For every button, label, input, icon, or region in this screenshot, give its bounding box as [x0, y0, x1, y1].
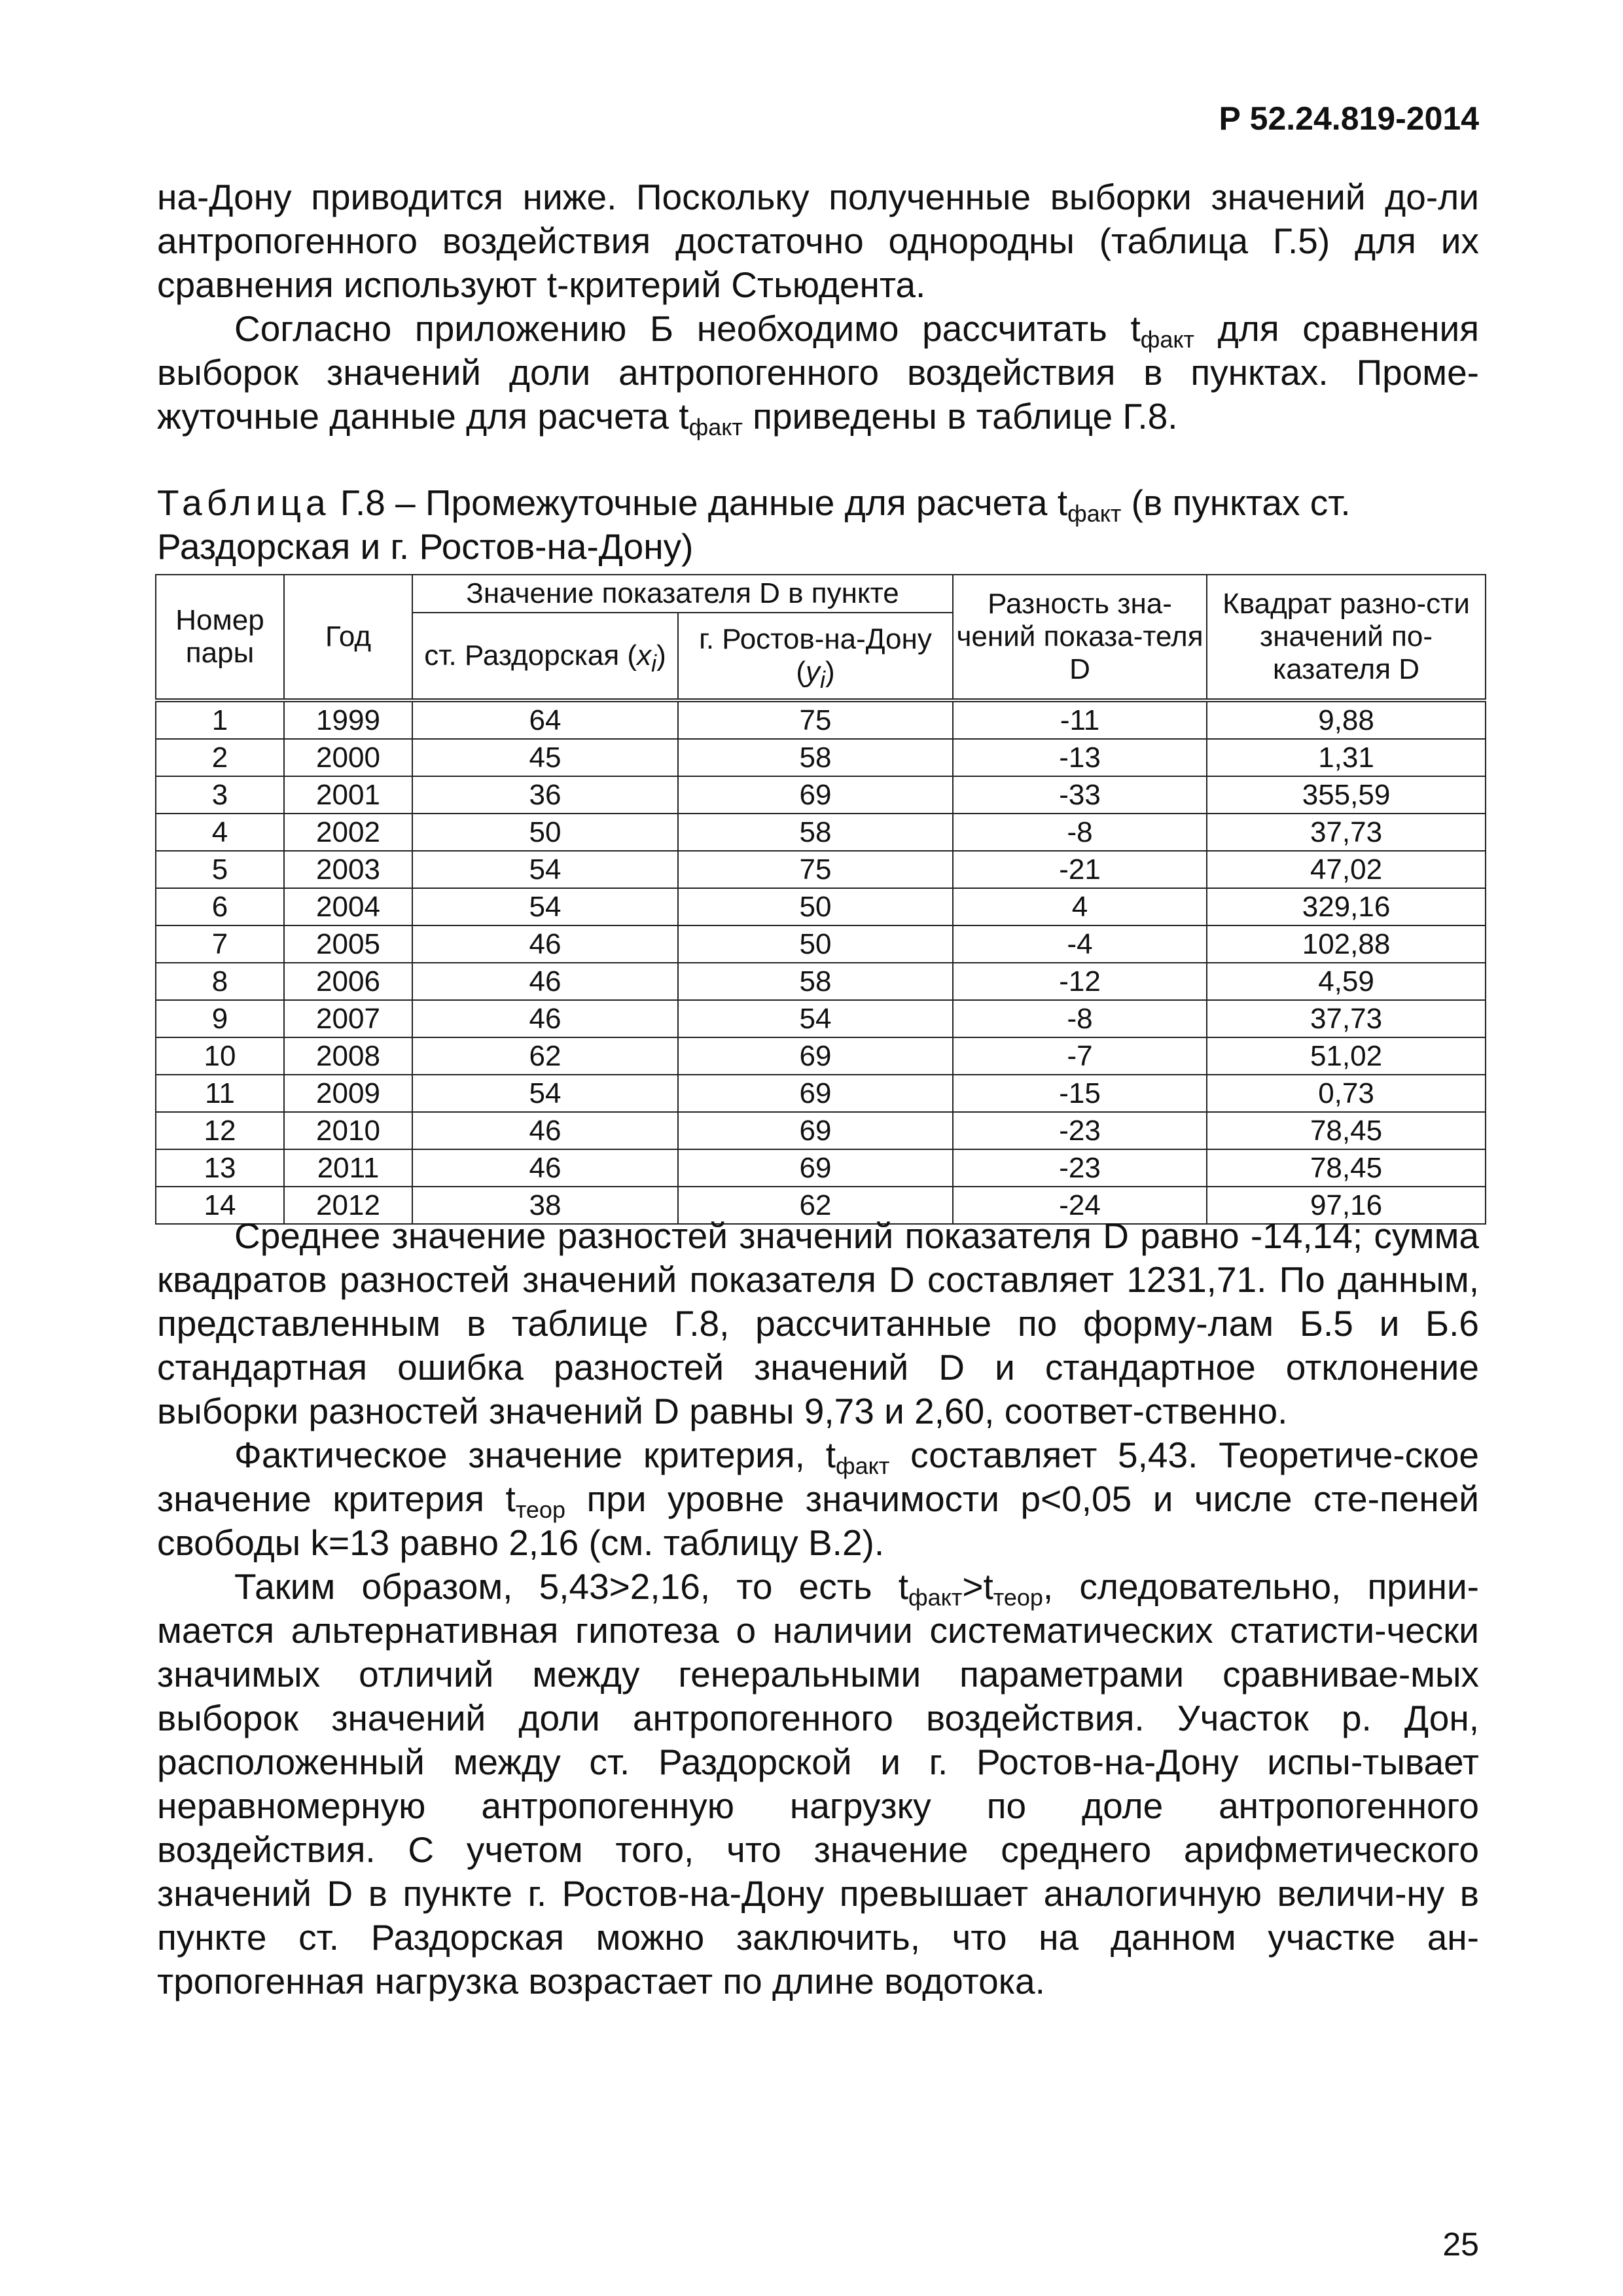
cell-year: 2004: [284, 888, 412, 925]
cell-difference: 4: [953, 888, 1207, 925]
cell-pair-number: 11: [156, 1075, 284, 1112]
table-row: [156, 739, 1486, 776]
cell-razdorskaya: 46: [412, 1149, 678, 1187]
cell-rostov: 69: [678, 1112, 953, 1149]
cell-squared-difference: 4,59: [1207, 963, 1486, 1000]
table-row: [156, 888, 1486, 925]
cell-squared-difference: 102,88: [1207, 925, 1486, 963]
cell-year: 2001: [284, 776, 412, 814]
cell-squared-difference: 78,45: [1207, 1149, 1486, 1187]
cell-difference: -24: [953, 1187, 1207, 1224]
cell-pair-number: 8: [156, 963, 284, 1000]
cell-squared-difference: 47,02: [1207, 851, 1486, 888]
cell-razdorskaya: 54: [412, 888, 678, 925]
cell-squared-difference: 0,73: [1207, 1075, 1486, 1112]
header-year: Год: [284, 575, 412, 700]
table-row: [156, 1112, 1486, 1149]
cell-rostov: 75: [678, 700, 953, 739]
cell-rostov: 69: [678, 776, 953, 814]
cell-razdorskaya: 46: [412, 925, 678, 963]
cell-year: 2003: [284, 851, 412, 888]
header-pair-number: Номер пары: [156, 575, 284, 700]
cell-squared-difference: 78,45: [1207, 1112, 1486, 1149]
cell-squared-difference: 97,16: [1207, 1187, 1486, 1224]
cell-razdorskaya: 45: [412, 739, 678, 776]
table-row: [156, 776, 1486, 814]
document-code: Р 52.24.819-2014: [1219, 100, 1479, 137]
cell-razdorskaya: 36: [412, 776, 678, 814]
cell-razdorskaya: 46: [412, 963, 678, 1000]
cell-year: 2006: [284, 963, 412, 1000]
cell-pair-number: 12: [156, 1112, 284, 1149]
cell-squared-difference: 355,59: [1207, 776, 1486, 814]
cell-year: 2009: [284, 1075, 412, 1112]
cell-difference: -23: [953, 1112, 1207, 1149]
intro-paragraph-2: Согласно приложению Б необходимо рассчитать $t_{факт}$ для сравнения выборок значений доли антропогенного воздействия в пунктах. Проме-жуточные данные для расчета $t_{факт}$ приведены в таблице Г.8.: [157, 308, 1479, 440]
cell-year: 2007: [284, 1000, 412, 1037]
cell-razdorskaya: 54: [412, 851, 678, 888]
cell-pair-number: 1: [156, 700, 284, 739]
cell-pair-number: 10: [156, 1037, 284, 1075]
cell-razdorskaya: 50: [412, 814, 678, 851]
table-row: [156, 963, 1486, 1000]
cell-difference: -7: [953, 1037, 1207, 1075]
header-value-group: Значение показателя D в пункте: [412, 575, 953, 613]
cell-pair-number: 3: [156, 776, 284, 814]
data-table-container: [155, 574, 1485, 1225]
cell-rostov: 50: [678, 888, 953, 925]
table-row: [156, 700, 1486, 739]
cell-pair-number: 13: [156, 1149, 284, 1187]
cell-pair-number: 4: [156, 814, 284, 851]
page-number: 25: [1442, 2226, 1479, 2263]
table-row: [156, 851, 1486, 888]
cell-squared-difference: 1,31: [1207, 739, 1486, 776]
cell-rostov: 69: [678, 1037, 953, 1075]
cell-difference: -4: [953, 925, 1207, 963]
cell-rostov: 62: [678, 1187, 953, 1224]
table-row: [156, 1037, 1486, 1075]
cell-pair-number: 9: [156, 1000, 284, 1037]
cell-pair-number: 5: [156, 851, 284, 888]
cell-rostov: 58: [678, 814, 953, 851]
table-row: [156, 814, 1486, 851]
cell-razdorskaya: 38: [412, 1187, 678, 1224]
header-squared-difference: Квадрат разно-сти значений по-казателя D: [1207, 575, 1486, 700]
conclusion-text: [157, 1214, 1479, 2003]
cell-rostov: 69: [678, 1075, 953, 1112]
cell-difference: -23: [953, 1149, 1207, 1187]
cell-rostov: 58: [678, 739, 953, 776]
cell-year: 2008: [284, 1037, 412, 1075]
cell-year: 2012: [284, 1187, 412, 1224]
intro-paragraph-1: на-Дону приводится ниже. Поскольку полученные выборки значений до-ли антропогенного воздействия достаточно однородны (таблица Г.5) для их сравнения используют t-критерий Стьюдента.: [157, 177, 1479, 305]
cell-rostov: 58: [678, 963, 953, 1000]
cell-difference: -8: [953, 1000, 1207, 1037]
cell-difference: -13: [953, 739, 1207, 776]
cell-difference: -8: [953, 814, 1207, 851]
cell-razdorskaya: 62: [412, 1037, 678, 1075]
cell-difference: -12: [953, 963, 1207, 1000]
table-caption: Таблица Г.8 – Промежуточные данные для расчета $t_{факт}$ (в пунктах ст. Раздорская и г. Ростов-на-Дону): [157, 482, 1351, 567]
intro-text: [157, 175, 1479, 439]
conclusion-paragraph-2: Фактическое значение критерия, $t_{факт}$ составляет 5,43. Теоретиче-ское значение критерия $t_{теор}$ при уровне значимости p<0,05 и числе сте-пеней свободы k=13 равно 2,16 (см. таблицу В.2).: [157, 1435, 1480, 1563]
cell-razdorskaya: 46: [412, 1112, 678, 1149]
cell-difference: -21: [953, 851, 1207, 888]
cell-difference: -15: [953, 1075, 1207, 1112]
cell-razdorskaya: 64: [412, 700, 678, 739]
table-row: [156, 1000, 1486, 1037]
header-difference: Разность зна-чений показа-теля D: [953, 575, 1207, 700]
header-rostov: г. Ростов-на-Дону $(y_i)$: [678, 613, 953, 700]
header-razdorskaya: ст. Раздорская $(x_i)$: [412, 613, 678, 700]
cell-pair-number: 14: [156, 1187, 284, 1224]
cell-year: 2005: [284, 925, 412, 963]
cell-year: 2000: [284, 739, 412, 776]
cell-year: 2011: [284, 1149, 412, 1187]
cell-rostov: 69: [678, 1149, 953, 1187]
cell-pair-number: 2: [156, 739, 284, 776]
cell-year: 2002: [284, 814, 412, 851]
cell-difference: -11: [953, 700, 1207, 739]
table-row: [156, 1075, 1486, 1112]
table-row: [156, 1149, 1486, 1187]
cell-squared-difference: 51,02: [1207, 1037, 1486, 1075]
conclusion-paragraph-1: Среднее значение разностей значений показателя D равно -14,14; сумма квадратов разностей значений показателя D составляет 1231,71. По данным, представленным в таблице Г.8, рассчитанные по форму-лам Б.5 и Б.6 стандартная ошибка разностей значений D и стандартное отклонение выборки разностей значений D равны 9,73 и 2,60, соответ-ственно.: [157, 1215, 1479, 1431]
cell-squared-difference: 37,73: [1207, 1000, 1486, 1037]
cell-rostov: 50: [678, 925, 953, 963]
cell-squared-difference: 329,16: [1207, 888, 1486, 925]
data-table: [155, 574, 1486, 1225]
table-body: [156, 700, 1486, 1224]
cell-rostov: 75: [678, 851, 953, 888]
cell-pair-number: 7: [156, 925, 284, 963]
cell-squared-difference: 9,88: [1207, 700, 1486, 739]
conclusion-paragraph-3: Таким образом, 5,43>2,16, то есть $t_{факт}>t_{теор}$, следовательно, прини-мается альтернативная гипотеза о наличии систематических статисти-чески значимых отличий между генеральными параметрами сравнивае-мых выборок значений доли антропогенного воздействия. Участок р. Дон, расположенный между ст. Раздорской и г. Ростов-на-Дону испы-тывает неравномерную антропогенную нагрузку по доле антропогенного воздействия. С учетом того, что значение среднего арифметического значений D в пункте г. Ростов-на-Дону превышает аналогичную величи-ну в пункте ст. Раздорская можно заключить, что на данном участке ан-тропогенная нагрузка возрастает по длине водотока.: [157, 1566, 1480, 2001]
cell-rostov: 54: [678, 1000, 953, 1037]
table-row: [156, 925, 1486, 963]
cell-squared-difference: 37,73: [1207, 814, 1486, 851]
cell-year: 1999: [284, 700, 412, 739]
cell-pair-number: 6: [156, 888, 284, 925]
cell-year: 2010: [284, 1112, 412, 1149]
cell-difference: -33: [953, 776, 1207, 814]
cell-razdorskaya: 54: [412, 1075, 678, 1112]
cell-razdorskaya: 46: [412, 1000, 678, 1037]
